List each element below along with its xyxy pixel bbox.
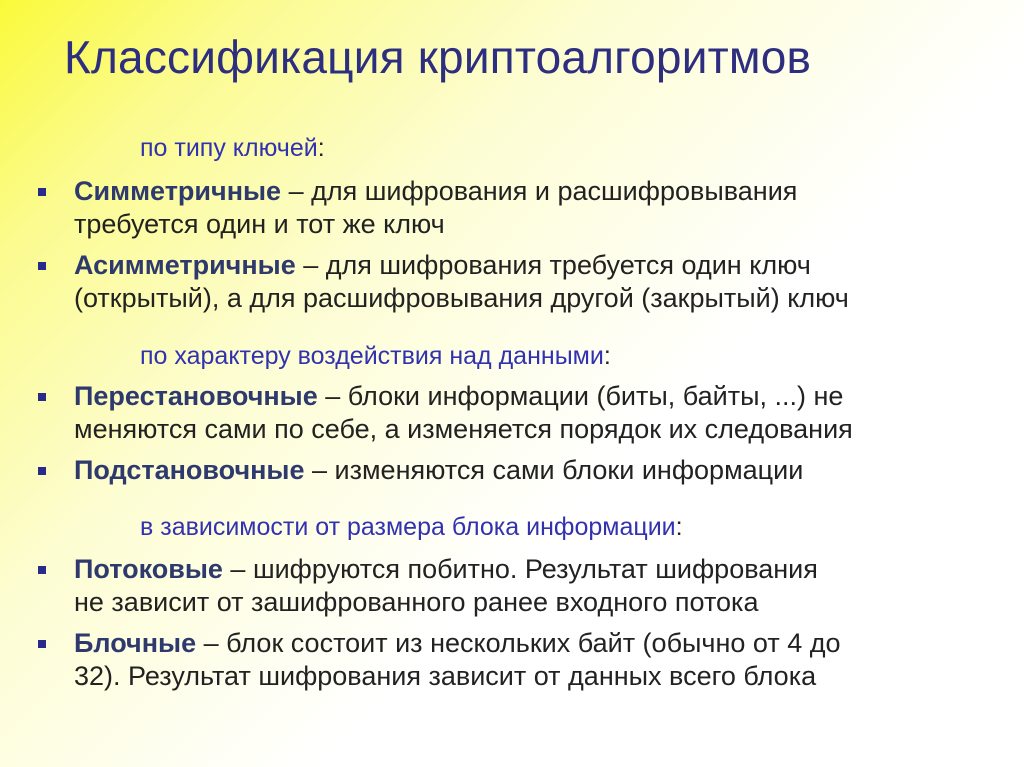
list-item-term: Потоковые — [74, 554, 223, 584]
list-item-line — [74, 554, 818, 585]
list-item-text: 32). Результат шифрования зависит от данных всего блока — [74, 661, 817, 691]
list-item-line — [74, 455, 803, 486]
list-item-text: требуется один и тот же ключ — [74, 209, 445, 239]
list-item-text: – блок состоит из нескольких байт (обычно от 4 до — [196, 628, 841, 658]
list-item-term: Асимметричные — [74, 250, 296, 280]
list-item-text: – для шифрования требуется один ключ — [295, 250, 811, 280]
section-heading-colon: : — [317, 134, 325, 162]
list-item-text: (открытый), а для расшифровывания другой (закрытый) ключ — [74, 283, 849, 313]
list-item-line — [74, 661, 816, 692]
list-item-line — [74, 283, 849, 314]
list-item-term: Симметричные — [74, 176, 282, 206]
square-bullet-icon — [38, 188, 46, 196]
section-heading-block-size — [140, 513, 683, 542]
square-bullet-icon — [38, 640, 46, 648]
section-heading-text: по типу ключей — [140, 134, 318, 162]
list-item-line — [74, 414, 853, 445]
section-heading-text: по характеру воздействия над данными — [140, 342, 604, 370]
square-bullet-icon — [38, 566, 46, 574]
list-item-text: – блоки информации (биты, байты, ...) не — [317, 381, 844, 411]
list-item-text: – для шифрования и расшифровывания — [281, 176, 798, 206]
list-item-term: Блочные — [74, 628, 197, 658]
list-item-text: меняются сами по себе, а изменяется порядок их следования — [74, 414, 853, 444]
list-item-line — [74, 381, 843, 412]
list-item-text: – изменяются сами блоки информации — [304, 455, 804, 485]
list-item-line — [74, 209, 445, 240]
section-heading-colon: : — [675, 513, 683, 541]
page-title: Классификация криптоалгоритмов — [64, 31, 812, 83]
list-item-text: не зависит от зашифрованного ранее входного потока — [74, 587, 759, 617]
list-item-text: – шифруются побитно. Результат шифрования — [222, 554, 818, 584]
section-heading-text: в зависимости от размера блока информации — [140, 513, 676, 541]
list-item-line — [74, 176, 797, 207]
section-heading-impact — [140, 342, 611, 371]
square-bullet-icon — [38, 262, 46, 270]
square-bullet-icon — [38, 467, 46, 475]
list-item-line — [74, 587, 758, 618]
list-item-line — [74, 250, 811, 281]
section-heading-key-type — [140, 134, 325, 163]
list-item-term: Перестановочные — [74, 381, 318, 411]
list-item-term: Подстановочные — [74, 455, 305, 485]
square-bullet-icon — [38, 393, 46, 401]
section-heading-colon: : — [603, 342, 611, 370]
list-item-line — [74, 628, 841, 659]
